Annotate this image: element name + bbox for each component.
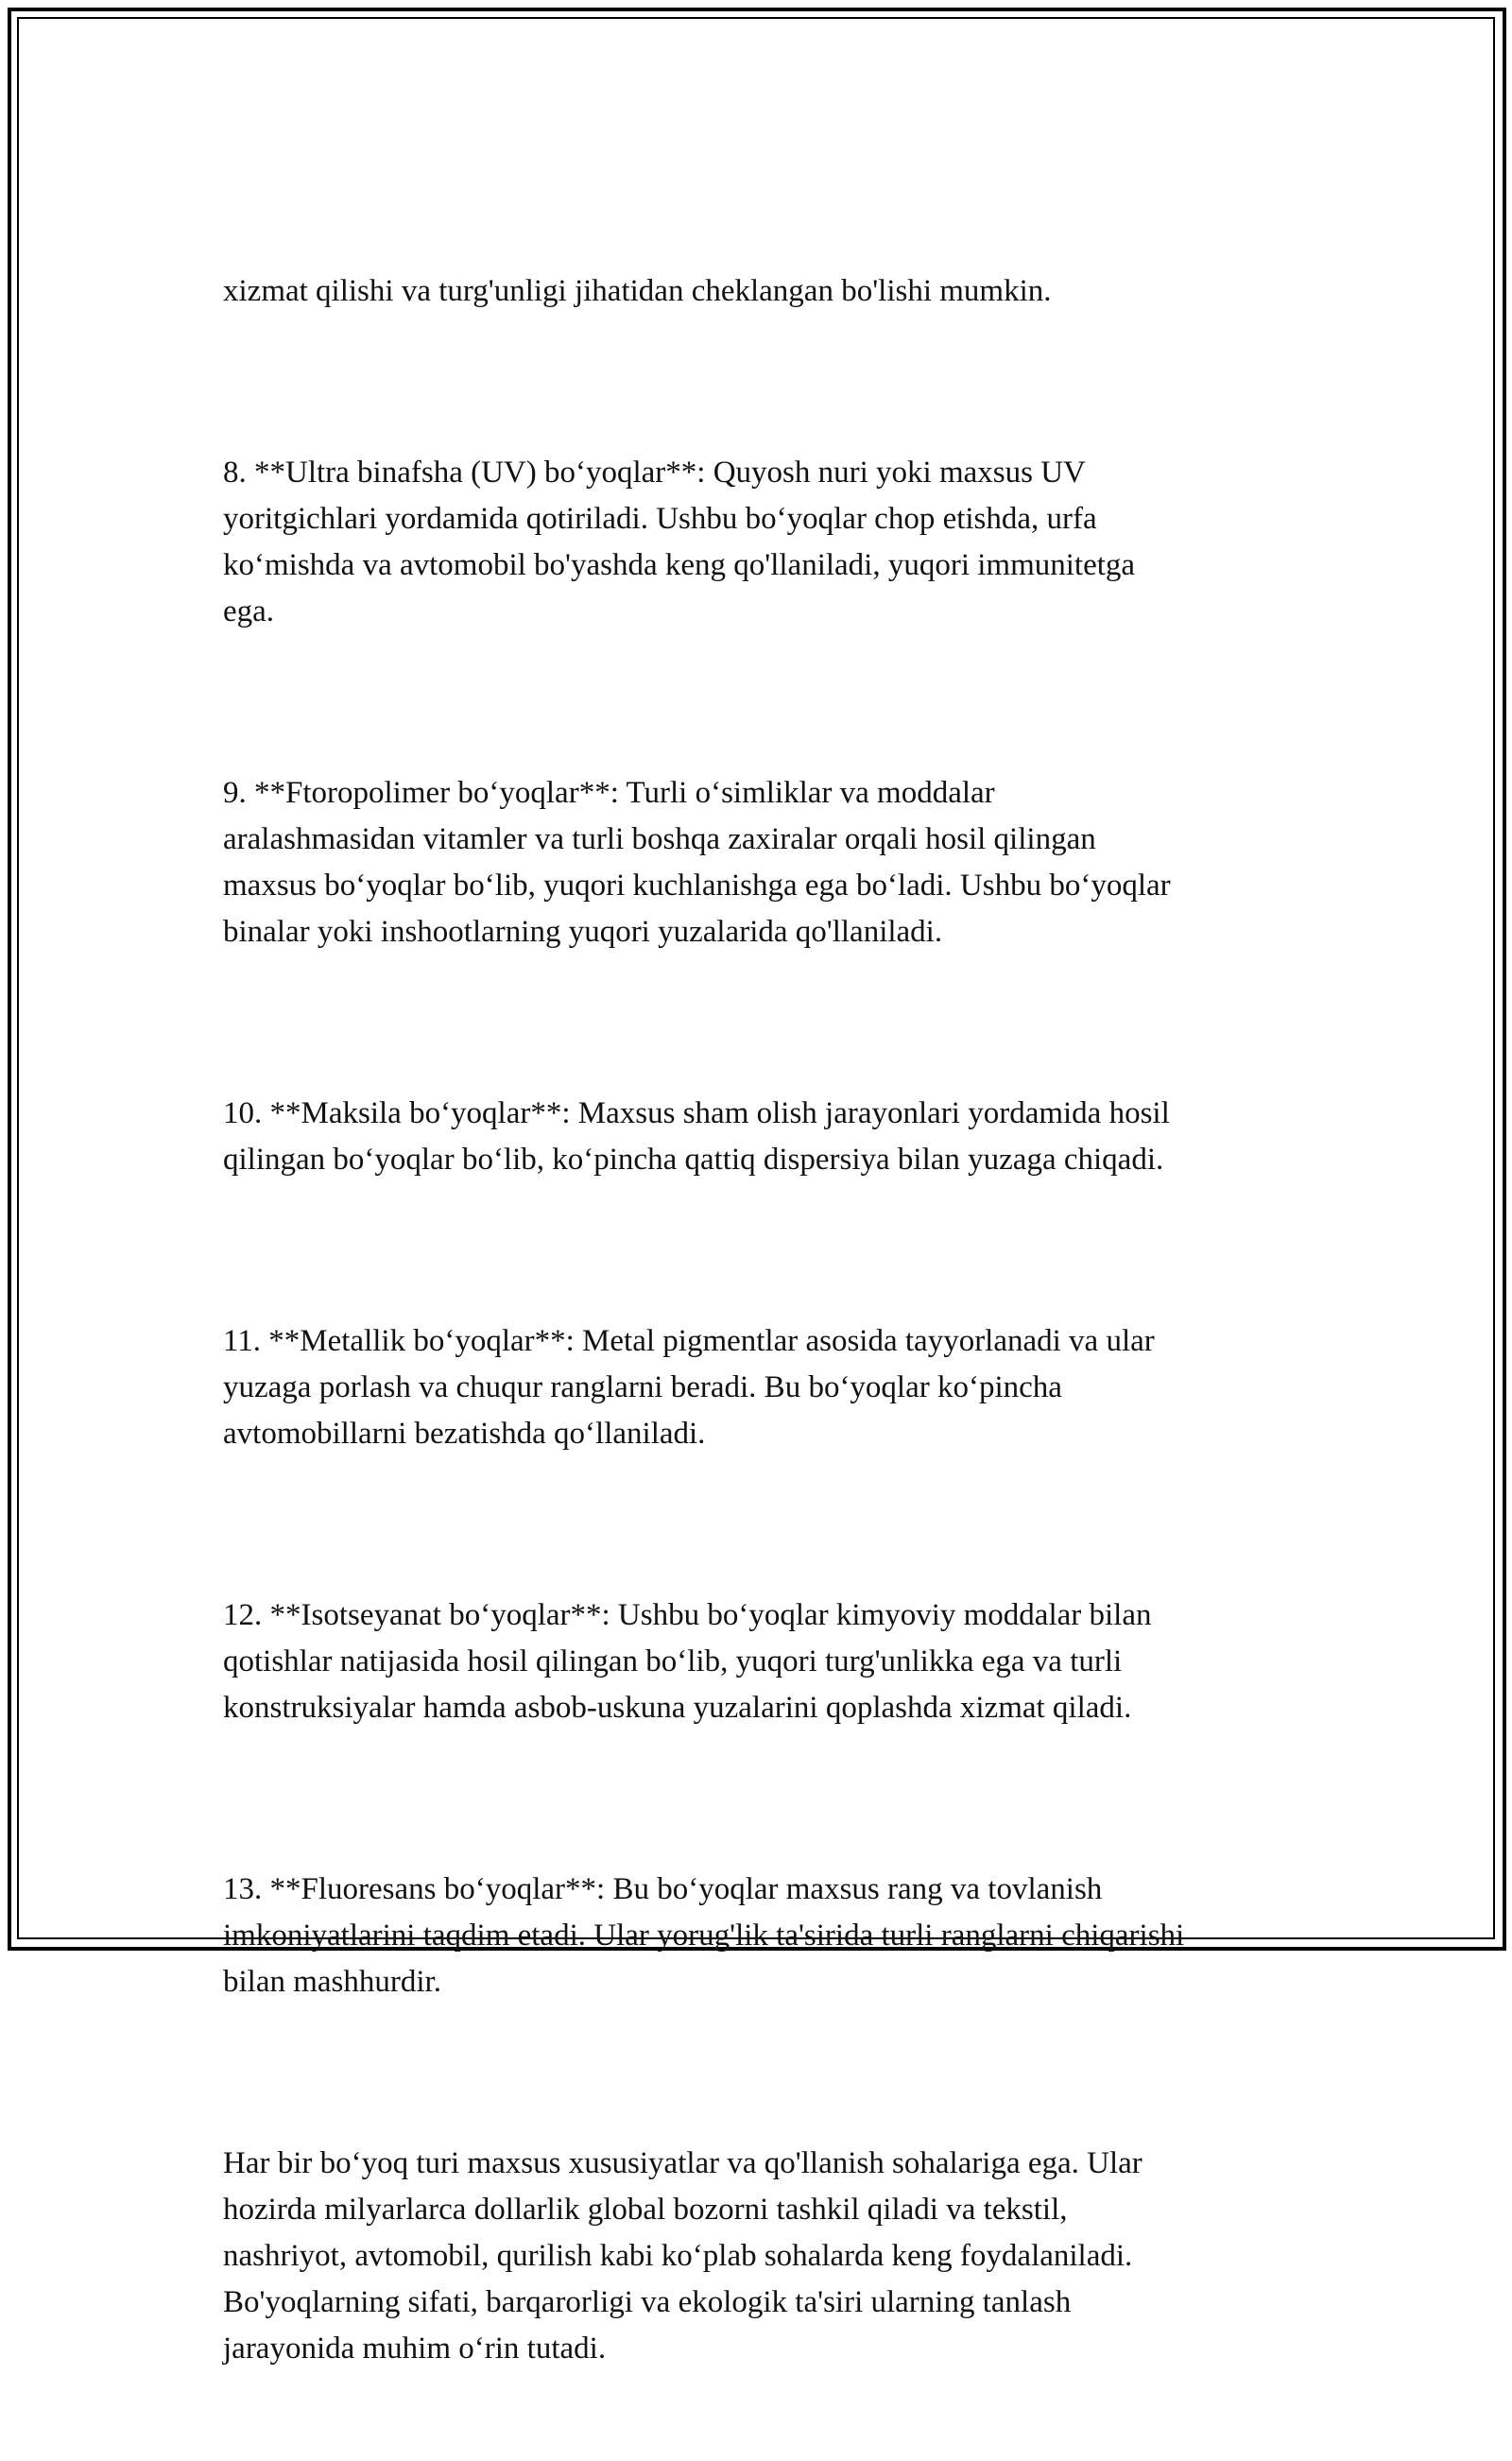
list-item-11-metallic-paints: 11. **Metallik bo‘yoqlar**: Metal pigmentlar asosida tayyorlanadi va ular yuzaga porlash va chuqur ranglarni beradi. Bu bo‘yoqlar ko‘pincha avtomobillarni bezatishda qo‘llaniladi. [223, 1324, 1155, 1451]
conclusion-paragraph: Har bir bo‘yoq turi maxsus xususiyatlar va qo'llanish sohalariga ega. Ular hozirda milyarlarca dollarlik global bozorni tashkil qiladi va tekstil, nashriyot, avtomobil, qurilish kabi ko‘plab sohalarda keng foydalaniladi. Bo'yoqlarning sifati, barqarorligi va ekologik ta'siri ularning tanlash jarayonida muhim o‘rin tutadi. [223, 2146, 1143, 2366]
document-body [223, 176, 1310, 2461]
list-item-13-fluorescent-paints: 13. **Fluoresans bo‘yoqlar**: Bu bo‘yoqlar maxsus rang va tovlanish imkoniyatlarini taqdim etadi. Ular yorug'lik ta'sirida turli ranglarni chiqarishi bilan mashhurdir. [223, 1872, 1185, 1999]
paragraph-continuation: xizmat qilishi va turg'unligi jihatidan cheklangan bo'lishi mumkin. [223, 274, 1052, 308]
list-item-12-isocyanate-paints: 12. **Isotseyanat bo‘yoqlar**: Ushbu bo‘yoqlar kimyoviy moddalar bilan qotishlar natijasida hosil qilingan bo‘lib, yuqori turg'unlikka ega va turli konstruksiyalar hamda asbob-uskuna yuzalarini qoplashda xizmat qiladi. [223, 1598, 1152, 1725]
list-item-9-fluoropolymer-paints: 9. **Ftoropolimer bo‘yoqlar**: Turli o‘simliklar va moddalar aralashmasidan vitamler va turli boshqa zaxiralar orqali hosil qilingan maxsus bo‘yoqlar bo‘lib, yuqori kuchlanishga ega bo‘ladi. Ushbu bo‘yoqlar binalar yoki inshootlarning yuqori yuzalarida qo'llaniladi. [223, 776, 1171, 949]
list-item-8-uv-paints: 8. **Ultra binafsha (UV) bo‘yoqlar**: Quyosh nuri yoki maxsus UV yoritgichlari yordamida qotiriladi. Ushbu bo‘yoqlar chop etishda, urfa ko‘mishda va avtomobil bo'yashda keng qo'llaniladi, yuqori immunitetga ega. [223, 456, 1136, 628]
list-item-10-maksila-paints: 10. **Maksila bo‘yoqlar**: Maxsus sham olish jarayonlari yordamida hosil qilingan bo‘yoqlar bo‘lib, ko‘pincha qattiq dispersiya bilan yuzaga chiqadi. [223, 1096, 1170, 1177]
